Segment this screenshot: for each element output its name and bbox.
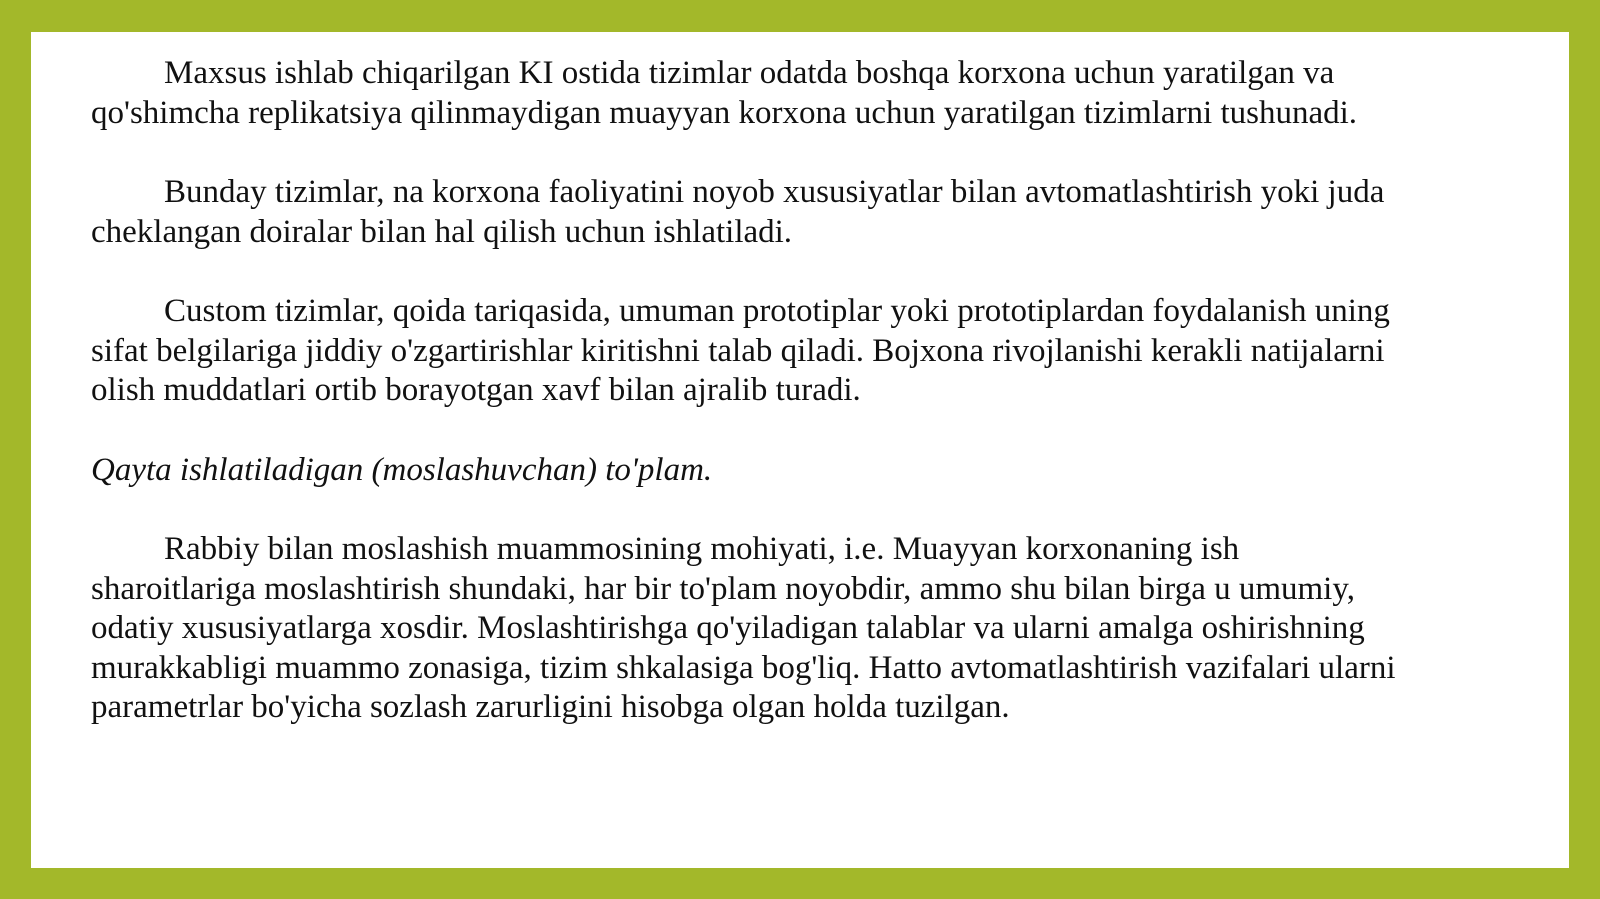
paragraph-custom-systems-definition: Maxsus ishlab chiqarilgan KI ostida tizimlar odatda boshqa korxona uchun yaratilgan va qo'shimcha replikatsiya qilinmaydigan muayyan korxona uchun yaratilgan tizimlarni tushunadi.: [91, 55, 1358, 131]
paragraph-custom-systems-risk: Custom tizimlar, qoida tariqasida, umuman prototiplar yoki prototiplardan foydalanish uning sifat belgilariga jiddiy o'zgartirishlar kiritishni talab qiladi. Bojxona rivojlanishi kerakli natijalarni olish muddatlari ortib borayotgan xavf bilan ajralib turadi.: [91, 293, 1390, 408]
paragraph-custom-systems-usage: Bunday tizimlar, na korxona faoliyatini noyob xususiyatlar bilan avtomatlashtirish yoki juda cheklangan doiralar bilan hal qilish uchun ishlatiladi.: [91, 174, 1385, 250]
paragraph-adaptation-problem: Rabbiy bilan moslashish muammosining mohiyati, i.e. Muayyan korxonaning ish sharoitlariga moslashtirish shundaki, har bir to'plam noyobdir, ammo shu bilan birga u umumiy, odatiy xususiyatlarga xosdir. Moslashtirishga qo'yiladigan talablar va ularni amalga oshirishning murakkabligi muammo zonasiga, tizim shkalasiga bog'liq. Hatto avtomatlashtirish vazifalari ularni parametrlar bo'yicha sozlash zarurligini hisobga olgan holda tuzilgan.: [91, 531, 1396, 725]
subheading-reusable-package: Qayta ishlatiladigan (moslashuvchan) to'plam.: [91, 451, 713, 488]
slide: [31, 32, 1569, 868]
slide-text-body: [91, 54, 1571, 768]
